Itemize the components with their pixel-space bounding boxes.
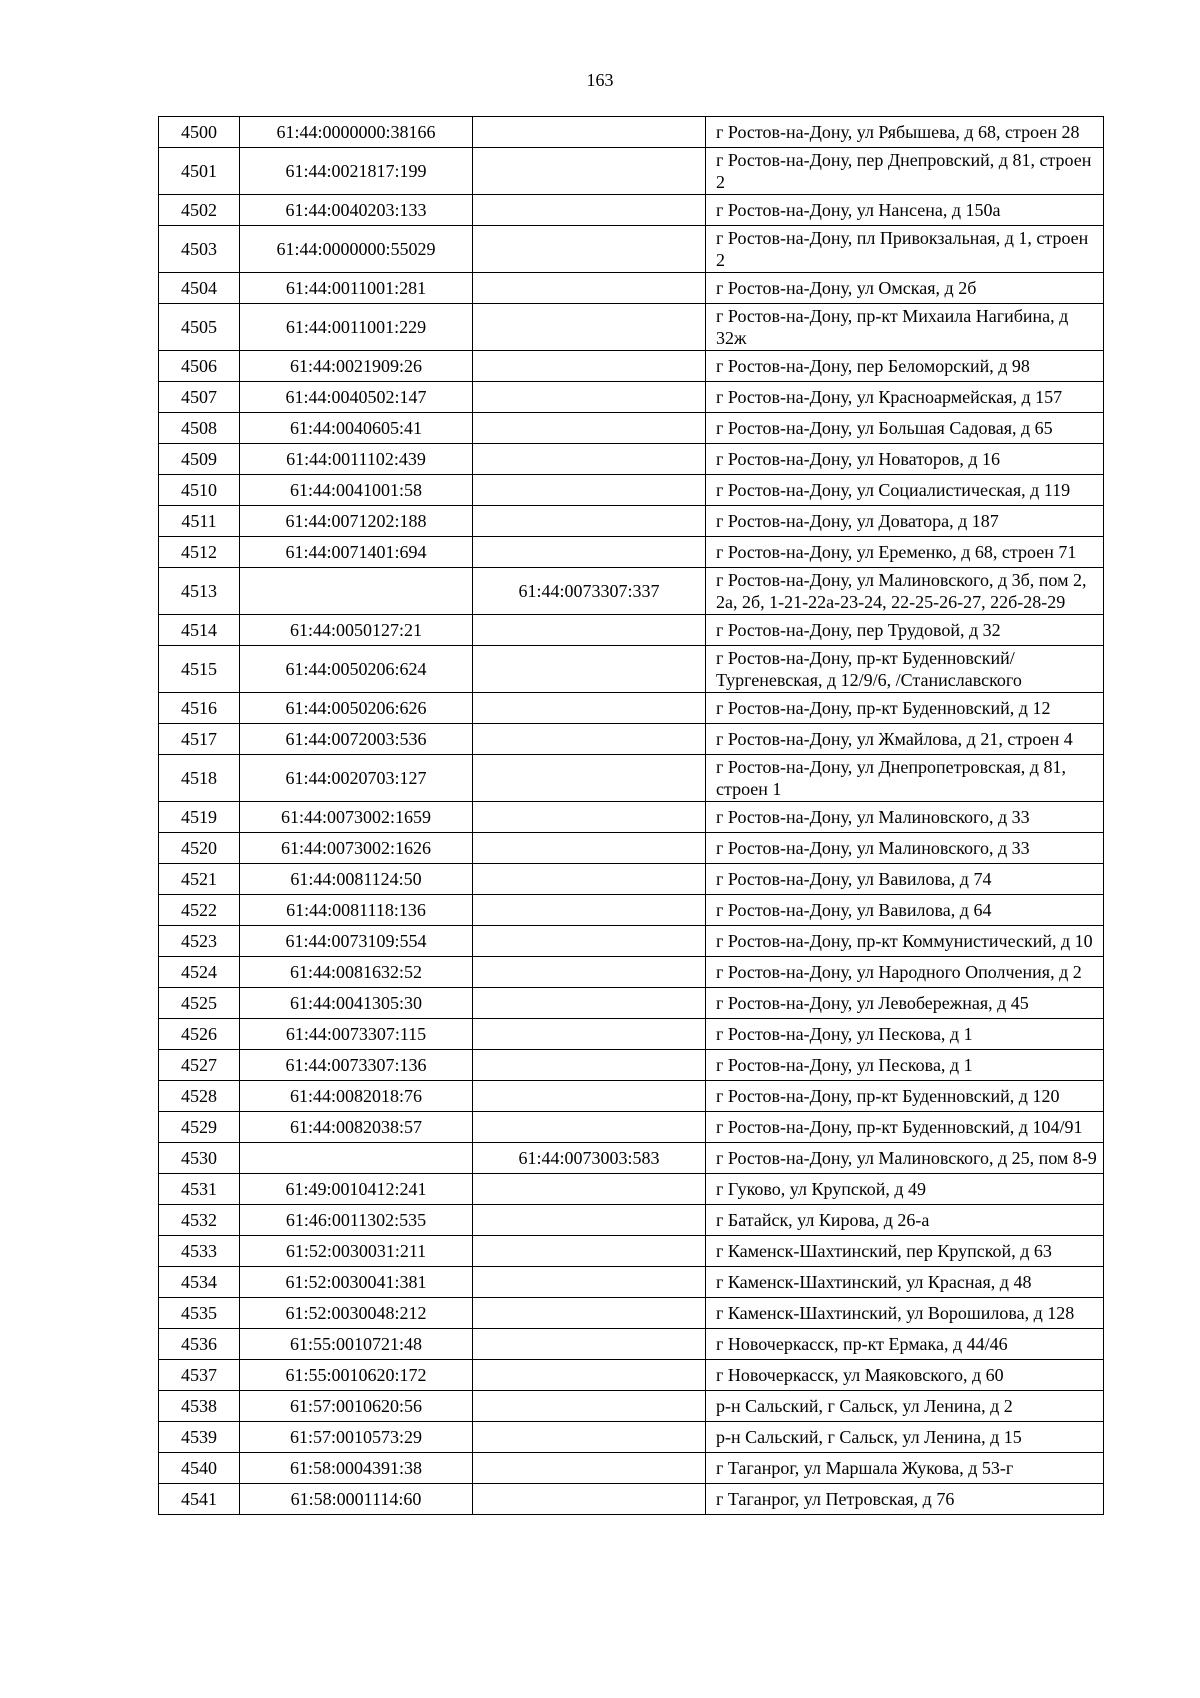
cadastral-number-cell: 61:55:0010721:48: [240, 1329, 473, 1360]
address-cell: г Ростов-на-Дону, ул Омская, д 2б: [706, 273, 1104, 304]
row-number-cell: 4509: [159, 444, 240, 475]
table-row: [159, 1484, 1104, 1515]
premises-cadastral-number-cell: [473, 724, 706, 755]
table-row: [159, 1143, 1104, 1174]
row-number-cell: 4506: [159, 351, 240, 382]
address-cell: г Таганрог, ул Маршала Жукова, д 53-г: [706, 1453, 1104, 1484]
cadastral-number-cell: 61:44:0071202:188: [240, 506, 473, 537]
row-number-cell: 4511: [159, 506, 240, 537]
cadastral-number-cell: 61:44:0073307:115: [240, 1019, 473, 1050]
table-row: [159, 724, 1104, 755]
table-row: [159, 444, 1104, 475]
row-number-cell: 4501: [159, 148, 240, 195]
row-number-cell: 4500: [159, 117, 240, 148]
row-number-cell: 4510: [159, 475, 240, 506]
table-row: [159, 1174, 1104, 1205]
address-cell: г Каменск-Шахтинский, ул Красная, д 48: [706, 1267, 1104, 1298]
table-row: [159, 1298, 1104, 1329]
address-cell: г Гуково, ул Крупской, д 49: [706, 1174, 1104, 1205]
cadastral-number-cell: 61:44:0073307:136: [240, 1050, 473, 1081]
premises-cadastral-number-cell: [473, 1112, 706, 1143]
premises-cadastral-number-cell: [473, 1267, 706, 1298]
premises-cadastral-number-cell: [473, 615, 706, 646]
cadastral-number-cell: 61:44:0072003:536: [240, 724, 473, 755]
address-cell: г Ростов-на-Дону, ул Большая Садовая, д 65: [706, 413, 1104, 444]
table-row: [159, 1391, 1104, 1422]
address-cell: г Ростов-на-Дону, ул Малиновского, д 33: [706, 833, 1104, 864]
address-cell: г Ростов-на-Дону, пр-кт Михаила Нагибина, д 32ж: [706, 304, 1104, 351]
address-cell: г Ростов-на-Дону, ул Малиновского, д 33: [706, 802, 1104, 833]
cadastral-number-cell: 61:44:0082038:57: [240, 1112, 473, 1143]
premises-cadastral-number-cell: [473, 926, 706, 957]
premises-cadastral-number-cell: [473, 693, 706, 724]
table-row: [159, 755, 1104, 802]
row-number-cell: 4507: [159, 382, 240, 413]
property-table: [158, 116, 1104, 1515]
cadastral-number-cell: 61:44:0073002:1626: [240, 833, 473, 864]
row-number-cell: 4504: [159, 273, 240, 304]
cadastral-number-cell: 61:44:0050206:626: [240, 693, 473, 724]
row-number-cell: 4513: [159, 568, 240, 615]
premises-cadastral-number-cell: [473, 1174, 706, 1205]
premises-cadastral-number-cell: [473, 475, 706, 506]
cadastral-number-cell: [240, 1143, 473, 1174]
cadastral-number-cell: 61:44:0021817:199: [240, 148, 473, 195]
cadastral-number-cell: 61:44:0082018:76: [240, 1081, 473, 1112]
row-number-cell: 4521: [159, 864, 240, 895]
cadastral-number-cell: 61:44:0071401:694: [240, 537, 473, 568]
row-number-cell: 4502: [159, 195, 240, 226]
row-number-cell: 4531: [159, 1174, 240, 1205]
premises-cadastral-number-cell: [473, 646, 706, 693]
premises-cadastral-number-cell: [473, 1422, 706, 1453]
table-row: [159, 646, 1104, 693]
row-number-cell: 4523: [159, 926, 240, 957]
premises-cadastral-number-cell: [473, 117, 706, 148]
premises-cadastral-number-cell: [473, 988, 706, 1019]
cadastral-number-cell: 61:44:0081124:50: [240, 864, 473, 895]
cadastral-number-cell: 61:49:0010412:241: [240, 1174, 473, 1205]
cadastral-number-cell: 61:55:0010620:172: [240, 1360, 473, 1391]
table-row: [159, 895, 1104, 926]
row-number-cell: 4517: [159, 724, 240, 755]
premises-cadastral-number-cell: [473, 1360, 706, 1391]
premises-cadastral-number-cell: [473, 506, 706, 537]
table-row: [159, 1205, 1104, 1236]
cadastral-number-cell: 61:44:0050127:21: [240, 615, 473, 646]
table-row: [159, 1236, 1104, 1267]
cadastral-number-cell: 61:57:0010573:29: [240, 1422, 473, 1453]
address-cell: г Батайск, ул Кирова, д 26-а: [706, 1205, 1104, 1236]
cadastral-number-cell: 61:44:0021909:26: [240, 351, 473, 382]
row-number-cell: 4520: [159, 833, 240, 864]
row-number-cell: 4538: [159, 1391, 240, 1422]
table-row: [159, 351, 1104, 382]
table-row: [159, 1050, 1104, 1081]
address-cell: г Ростов-на-Дону, ул Нансена, д 150а: [706, 195, 1104, 226]
row-number-cell: 4508: [159, 413, 240, 444]
table-row: [159, 693, 1104, 724]
premises-cadastral-number-cell: [473, 148, 706, 195]
cadastral-number-cell: 61:58:0001114:60: [240, 1484, 473, 1515]
table-row: [159, 117, 1104, 148]
address-cell: г Ростов-на-Дону, ул Вавилова, д 74: [706, 864, 1104, 895]
premises-cadastral-number-cell: [473, 895, 706, 926]
address-cell: г Каменск-Шахтинский, ул Ворошилова, д 128: [706, 1298, 1104, 1329]
table-row: [159, 833, 1104, 864]
address-cell: г Ростов-на-Дону, ул Малиновского, д 3б, пом 2, 2а, 2б, 1-21-22а-23-24, 22-25-26-27, 22б-28-29: [706, 568, 1104, 615]
table-row: [159, 864, 1104, 895]
row-number-cell: 4533: [159, 1236, 240, 1267]
row-number-cell: 4512: [159, 537, 240, 568]
premises-cadastral-number-cell: [473, 1298, 706, 1329]
address-cell: г Ростов-на-Дону, ул Новаторов, д 16: [706, 444, 1104, 475]
table-row: [159, 195, 1104, 226]
address-cell: г Каменск-Шахтинский, пер Крупской, д 63: [706, 1236, 1104, 1267]
table-row: [159, 1112, 1104, 1143]
premises-cadastral-number-cell: [473, 1329, 706, 1360]
cadastral-number-cell: 61:52:0030048:212: [240, 1298, 473, 1329]
premises-cadastral-number-cell: [473, 273, 706, 304]
premises-cadastral-number-cell: [473, 755, 706, 802]
premises-cadastral-number-cell: [473, 537, 706, 568]
row-number-cell: 4540: [159, 1453, 240, 1484]
table-row: [159, 304, 1104, 351]
premises-cadastral-number-cell: [473, 351, 706, 382]
table-row: [159, 1453, 1104, 1484]
table-row: [159, 802, 1104, 833]
premises-cadastral-number-cell: [473, 1484, 706, 1515]
premises-cadastral-number-cell: [473, 833, 706, 864]
premises-cadastral-number-cell: [473, 413, 706, 444]
row-number-cell: 4535: [159, 1298, 240, 1329]
cadastral-number-cell: 61:46:0011302:535: [240, 1205, 473, 1236]
row-number-cell: 4515: [159, 646, 240, 693]
table-row: [159, 382, 1104, 413]
address-cell: г Новочеркасск, пр-кт Ермака, д 44/46: [706, 1329, 1104, 1360]
cadastral-number-cell: 61:44:0011102:439: [240, 444, 473, 475]
row-number-cell: 4539: [159, 1422, 240, 1453]
row-number-cell: 4527: [159, 1050, 240, 1081]
address-cell: г Ростов-на-Дону, ул Красноармейская, д 157: [706, 382, 1104, 413]
row-number-cell: 4525: [159, 988, 240, 1019]
table-row: [159, 568, 1104, 615]
address-cell: г Ростов-на-Дону, пер Беломорский, д 98: [706, 351, 1104, 382]
premises-cadastral-number-cell: [473, 444, 706, 475]
address-cell: г Ростов-на-Дону, пер Трудовой, д 32: [706, 615, 1104, 646]
address-cell: г Ростов-на-Дону, ул Днепропетровская, д 81, строен 1: [706, 755, 1104, 802]
cadastral-number-cell: 61:44:0073109:554: [240, 926, 473, 957]
table-row: [159, 1081, 1104, 1112]
address-cell: г Ростов-на-Дону, пр-кт Буденновский, д 120: [706, 1081, 1104, 1112]
row-number-cell: 4519: [159, 802, 240, 833]
table-row: [159, 1019, 1104, 1050]
cadastral-number-cell: 61:44:0011001:281: [240, 273, 473, 304]
table-row: [159, 475, 1104, 506]
premises-cadastral-number-cell: [473, 195, 706, 226]
row-number-cell: 4524: [159, 957, 240, 988]
address-cell: г Ростов-на-Дону, пл Привокзальная, д 1, строен 2: [706, 226, 1104, 273]
address-cell: р-н Сальский, г Сальск, ул Ленина, д 2: [706, 1391, 1104, 1422]
table-row: [159, 1360, 1104, 1391]
address-cell: г Новочеркасск, ул Маяковского, д 60: [706, 1360, 1104, 1391]
address-cell: г Ростов-на-Дону, пр-кт Буденновский, д 104/91: [706, 1112, 1104, 1143]
cadastral-number-cell: 61:52:0030031:211: [240, 1236, 473, 1267]
table-body: [159, 117, 1104, 1515]
address-cell: г Ростов-на-Дону, пр-кт Буденновский/Тургеневская, д 12/9/6, /Станиславского: [706, 646, 1104, 693]
premises-cadastral-number-cell: [473, 1081, 706, 1112]
row-number-cell: 4532: [159, 1205, 240, 1236]
table-row: [159, 1329, 1104, 1360]
premises-cadastral-number-cell: [473, 802, 706, 833]
table-row: [159, 1267, 1104, 1298]
premises-cadastral-number-cell: [473, 226, 706, 273]
row-number-cell: 4514: [159, 615, 240, 646]
address-cell: г Ростов-на-Дону, ул Малиновского, д 25, пом 8-9: [706, 1143, 1104, 1174]
page-number: 163: [586, 70, 614, 90]
cadastral-number-cell: 61:44:0040203:133: [240, 195, 473, 226]
premises-cadastral-number-cell: [473, 1391, 706, 1422]
row-number-cell: 4534: [159, 1267, 240, 1298]
row-number-cell: 4530: [159, 1143, 240, 1174]
cadastral-number-cell: 61:44:0073002:1659: [240, 802, 473, 833]
cadastral-number-cell: 61:58:0004391:38: [240, 1453, 473, 1484]
premises-cadastral-number-cell: [473, 1050, 706, 1081]
row-number-cell: 4518: [159, 755, 240, 802]
row-number-cell: 4536: [159, 1329, 240, 1360]
address-cell: г Ростов-на-Дону, ул Еременко, д 68, строен 71: [706, 537, 1104, 568]
address-cell: г Ростов-на-Дону, ул Народного Ополчения, д 2: [706, 957, 1104, 988]
row-number-cell: 4505: [159, 304, 240, 351]
premises-cadastral-number-cell: 61:44:0073003:583: [473, 1143, 706, 1174]
row-number-cell: 4526: [159, 1019, 240, 1050]
address-cell: г Ростов-на-Дону, пр-кт Буденновский, д 12: [706, 693, 1104, 724]
address-cell: г Ростов-на-Дону, ул Пескова, д 1: [706, 1019, 1104, 1050]
premises-cadastral-number-cell: [473, 382, 706, 413]
cadastral-number-cell: 61:44:0000000:55029: [240, 226, 473, 273]
table-row: [159, 506, 1104, 537]
cadastral-number-cell: 61:44:0041001:58: [240, 475, 473, 506]
table-row: [159, 926, 1104, 957]
row-number-cell: 4522: [159, 895, 240, 926]
row-number-cell: 4528: [159, 1081, 240, 1112]
table-row: [159, 226, 1104, 273]
premises-cadastral-number-cell: [473, 1453, 706, 1484]
table-row: [159, 148, 1104, 195]
table-row: [159, 957, 1104, 988]
table-row: [159, 1422, 1104, 1453]
cadastral-number-cell: [240, 568, 473, 615]
premises-cadastral-number-cell: [473, 1205, 706, 1236]
cadastral-number-cell: 61:44:0081118:136: [240, 895, 473, 926]
cadastral-number-cell: 61:57:0010620:56: [240, 1391, 473, 1422]
table-row: [159, 273, 1104, 304]
premises-cadastral-number-cell: 61:44:0073307:337: [473, 568, 706, 615]
cadastral-number-cell: 61:44:0040605:41: [240, 413, 473, 444]
cadastral-number-cell: 61:44:0020703:127: [240, 755, 473, 802]
row-number-cell: 4503: [159, 226, 240, 273]
row-number-cell: 4537: [159, 1360, 240, 1391]
cadastral-number-cell: 61:44:0041305:30: [240, 988, 473, 1019]
address-cell: г Ростов-на-Дону, ул Вавилова, д 64: [706, 895, 1104, 926]
row-number-cell: 4529: [159, 1112, 240, 1143]
address-cell: г Таганрог, ул Петровская, д 76: [706, 1484, 1104, 1515]
cadastral-number-cell: 61:44:0040502:147: [240, 382, 473, 413]
address-cell: г Ростов-на-Дону, ул Левобережная, д 45: [706, 988, 1104, 1019]
premises-cadastral-number-cell: [473, 957, 706, 988]
address-cell: г Ростов-на-Дону, ул Доватора, д 187: [706, 506, 1104, 537]
address-cell: г Ростов-на-Дону, ул Пескова, д 1: [706, 1050, 1104, 1081]
table-row: [159, 537, 1104, 568]
cadastral-number-cell: 61:44:0000000:38166: [240, 117, 473, 148]
address-cell: г Ростов-на-Дону, ул Жмайлова, д 21, строен 4: [706, 724, 1104, 755]
premises-cadastral-number-cell: [473, 304, 706, 351]
premises-cadastral-number-cell: [473, 864, 706, 895]
cadastral-number-cell: 61:44:0050206:624: [240, 646, 473, 693]
row-number-cell: 4541: [159, 1484, 240, 1515]
cadastral-number-cell: 61:52:0030041:381: [240, 1267, 473, 1298]
cadastral-number-cell: 61:44:0011001:229: [240, 304, 473, 351]
table-row: [159, 413, 1104, 444]
table-row: [159, 988, 1104, 1019]
table-row: [159, 615, 1104, 646]
premises-cadastral-number-cell: [473, 1236, 706, 1267]
premises-cadastral-number-cell: [473, 1019, 706, 1050]
row-number-cell: 4516: [159, 693, 240, 724]
address-cell: г Ростов-на-Дону, ул Социалистическая, д 119: [706, 475, 1104, 506]
address-cell: р-н Сальский, г Сальск, ул Ленина, д 15: [706, 1422, 1104, 1453]
address-cell: г Ростов-на-Дону, ул Рябышева, д 68, строен 28: [706, 117, 1104, 148]
address-cell: г Ростов-на-Дону, пер Днепровский, д 81, строен 2: [706, 148, 1104, 195]
cadastral-number-cell: 61:44:0081632:52: [240, 957, 473, 988]
address-cell: г Ростов-на-Дону, пр-кт Коммунистический, д 10: [706, 926, 1104, 957]
